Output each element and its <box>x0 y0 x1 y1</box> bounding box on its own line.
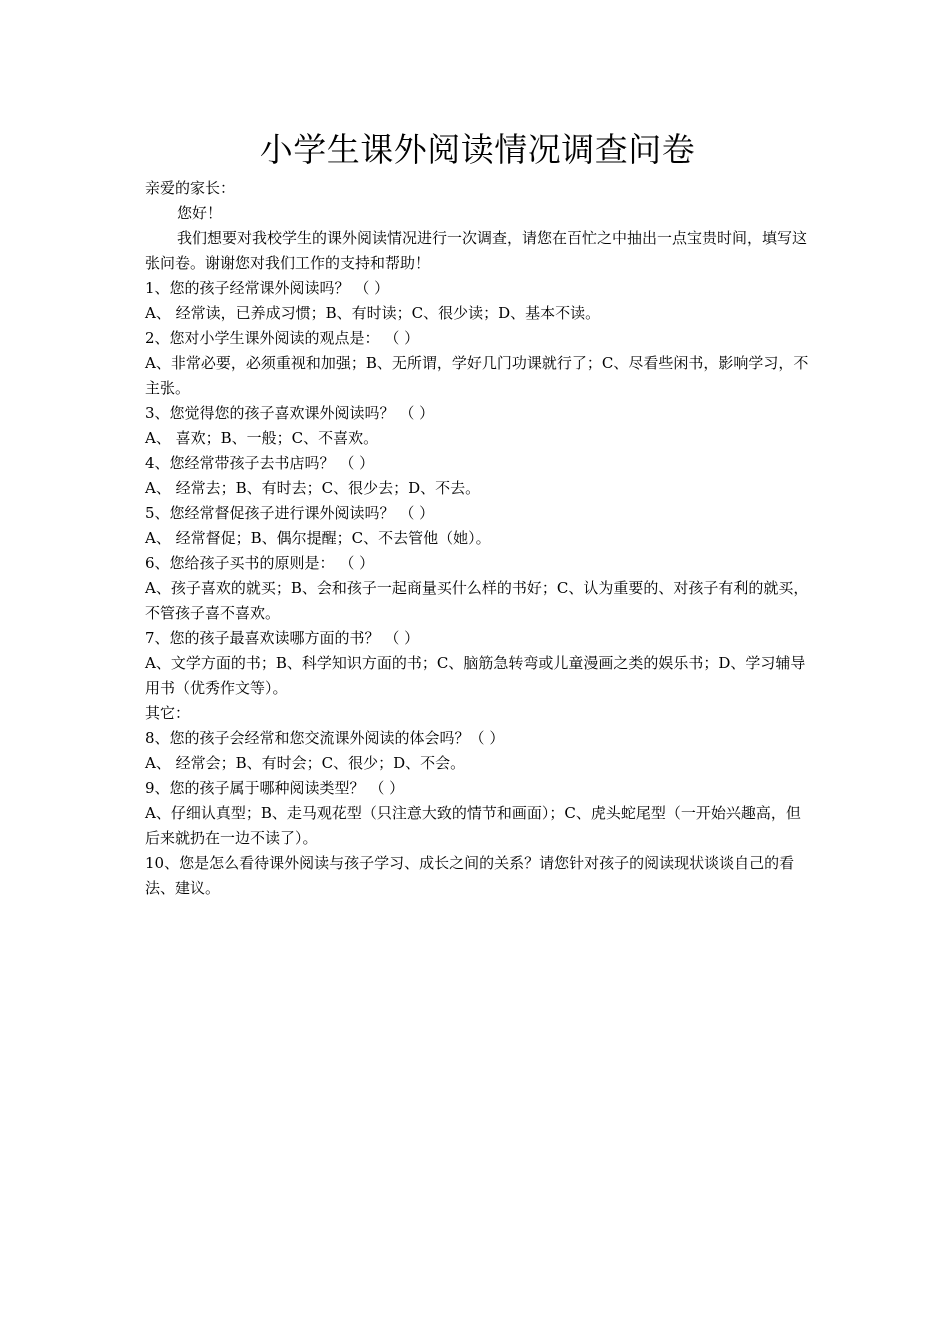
question-9 <box>145 776 810 851</box>
question-6 <box>145 551 810 626</box>
question-text: 10、您是怎么看待课外阅读与孩子学习、成长之间的关系？请您针对孩子的阅读现状谈谈自己的看法、建议。 <box>145 854 795 897</box>
question-text: 1、您的孩子经常课外阅读吗？ （ ） <box>145 279 390 297</box>
question-4 <box>145 451 810 501</box>
question-text: 4、您经常带孩子去书店吗？ （ ） <box>145 454 375 472</box>
document-title: 小学生课外阅读情况调查问卷 <box>259 130 696 169</box>
question-options: A、仔细认真型；B、走马观花型（只注意大致的情节和画面）；C、虎头蛇尾型（一开始兴趣高，但后来就扔在一边不读了）。 <box>145 804 801 847</box>
question-options: A、 经常会；B、有时会；C、很少；D、不会。 <box>145 754 466 772</box>
question-5 <box>145 501 810 551</box>
question-3 <box>145 401 810 451</box>
question-options: A、非常必要，必须重视和加强；B、无所谓，学好几门功课就行了；C、尽看些闲书，影响学习，不主张。 <box>145 354 809 397</box>
question-options: A、 喜欢；B、一般；C、不喜欢。 <box>145 429 379 447</box>
question-options: A、文学方面的书；B、科学知识方面的书；C、脑筋急转弯或儿童漫画之类的娱乐书；D、学习辅导用书（优秀作文等）。 <box>145 654 806 697</box>
question-text: 7、您的孩子最喜欢读哪方面的书？ （ ） <box>145 629 420 647</box>
question-text: 9、您的孩子属于哪种阅读类型？ （ ） <box>145 779 405 797</box>
other-note <box>145 701 810 726</box>
question-text: 5、您经常督促孩子进行课外阅读吗？ （ ） <box>145 504 435 522</box>
intro-paragraph: 我们想要对我校学生的课外阅读情况进行一次调查，请您在百忙之中抽出一点宝贵时间，填写这张问卷。谢谢您对我们工作的支持和帮助！ <box>145 229 808 272</box>
question-options: A、 经常读，已养成习惯；B、有时读；C、很少读；D、基本不读。 <box>145 304 601 322</box>
greeting: 您好！ <box>177 204 223 222</box>
question-options: A、 经常去；B、有时去；C、很少去；D、不去。 <box>145 479 481 497</box>
question-options: A、孩子喜欢的就买；B、会和孩子一起商量买什么样的书好；C、认为重要的、对孩子有利的就买，不管孩子喜不喜欢。 <box>145 579 809 622</box>
question-options: A、 经常督促；B、偶尔提醒；C、不去管他（她）。 <box>145 529 491 547</box>
question-2 <box>145 326 810 401</box>
question-text: 2、您对小学生课外阅读的观点是： （ ） <box>145 329 420 347</box>
question-text: 3、您觉得您的孩子喜欢课外阅读吗？ （ ） <box>145 404 435 422</box>
other-label: 其它： <box>145 704 191 722</box>
salutation: 亲爱的家长： <box>145 179 236 197</box>
document-page <box>145 128 810 901</box>
question-text: 6、您给孩子买书的原则是： （ ） <box>145 554 375 572</box>
question-10 <box>145 851 810 901</box>
question-1 <box>145 276 810 326</box>
question-text: 8、您的孩子会经常和您交流课外阅读的体会吗？（ ） <box>145 729 505 747</box>
question-8 <box>145 726 810 776</box>
question-7 <box>145 626 810 701</box>
